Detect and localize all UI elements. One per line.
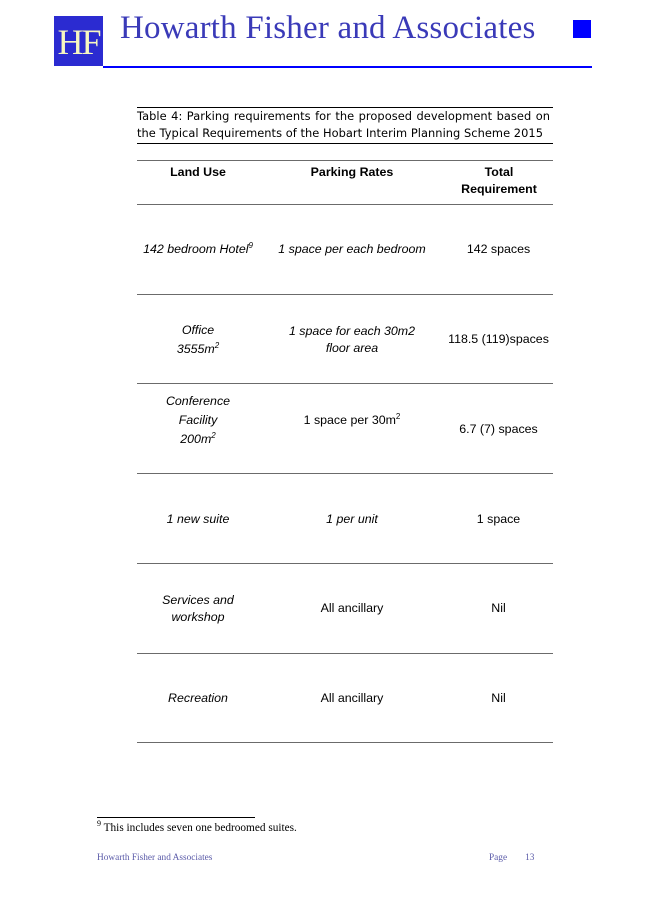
header-divider [103,66,592,68]
column-header-land-use: Land Use [170,165,226,179]
row-4-total: 1 space [476,512,521,526]
row-2-land-use: Office $3555m^2$ [176,323,220,356]
footer-page-label: Page [489,853,508,863]
row-1-land-use: 142 bedroom Hotel$^9$ [143,241,253,256]
column-header-parking-rates: Parking Rates [310,165,394,179]
row-4-land-use: 1 new suite [166,512,230,526]
row-2-rule [137,383,553,384]
footnote-divider [97,817,255,818]
row-5-parking-rate: All ancillary [320,601,384,615]
row-2-parking-rate: 1 space for each 30m2 floor area [288,324,416,355]
row-5-rule [137,653,553,654]
footnote: $^9$ This includes seven one bedroomed suites. [97,819,297,834]
header-bottom-rule [137,204,553,205]
table-bottom-rule [137,742,553,743]
row-4-parking-rate: 1 per unit [326,512,378,526]
logo-text: HF [57,22,100,62]
footer-page-number: 13 [525,853,535,863]
row-3-rule [137,473,553,474]
footnote-marker: 9 [97,819,101,828]
row-1-parking-rate: 1 space per each bedroom [278,242,426,256]
table-top-rule [137,160,553,161]
row-6-total: Nil [491,691,506,705]
row-2-total: 118.5 (119)spaces [448,332,549,346]
row-3-land-use: Conference Facility $200m^2$ [165,394,231,446]
row-5-land-use: Services and workshop [162,593,234,624]
caption-top-rule [137,107,553,108]
row-1-total: 142 spaces [466,242,531,256]
column-header-total-requirement: Total Requirement [461,165,537,196]
row-6-land-use: Recreation [168,691,228,705]
row-4-rule [137,563,553,564]
caption-bottom-rule [137,143,553,144]
row-3-parking-rate: 1 space per $30m^2$ [303,412,401,427]
table-caption: Table 4: Parking requirements for the proposed development based on the Typical Requirements of the Hobart Interim Planning Scheme 2015 [137,109,550,140]
header-title: Howarth Fisher and Associates [120,10,536,46]
footer-page [489,853,534,863]
row-6-parking-rate: All ancillary [320,691,384,705]
row-5-total: Nil [491,601,506,615]
logo [54,16,103,66]
footer-company: Howarth Fisher and Associates [97,853,213,863]
row-1-rule [137,294,553,295]
row-3-total: 6.7 (7) spaces [459,422,538,436]
header-square-icon [573,20,591,38]
